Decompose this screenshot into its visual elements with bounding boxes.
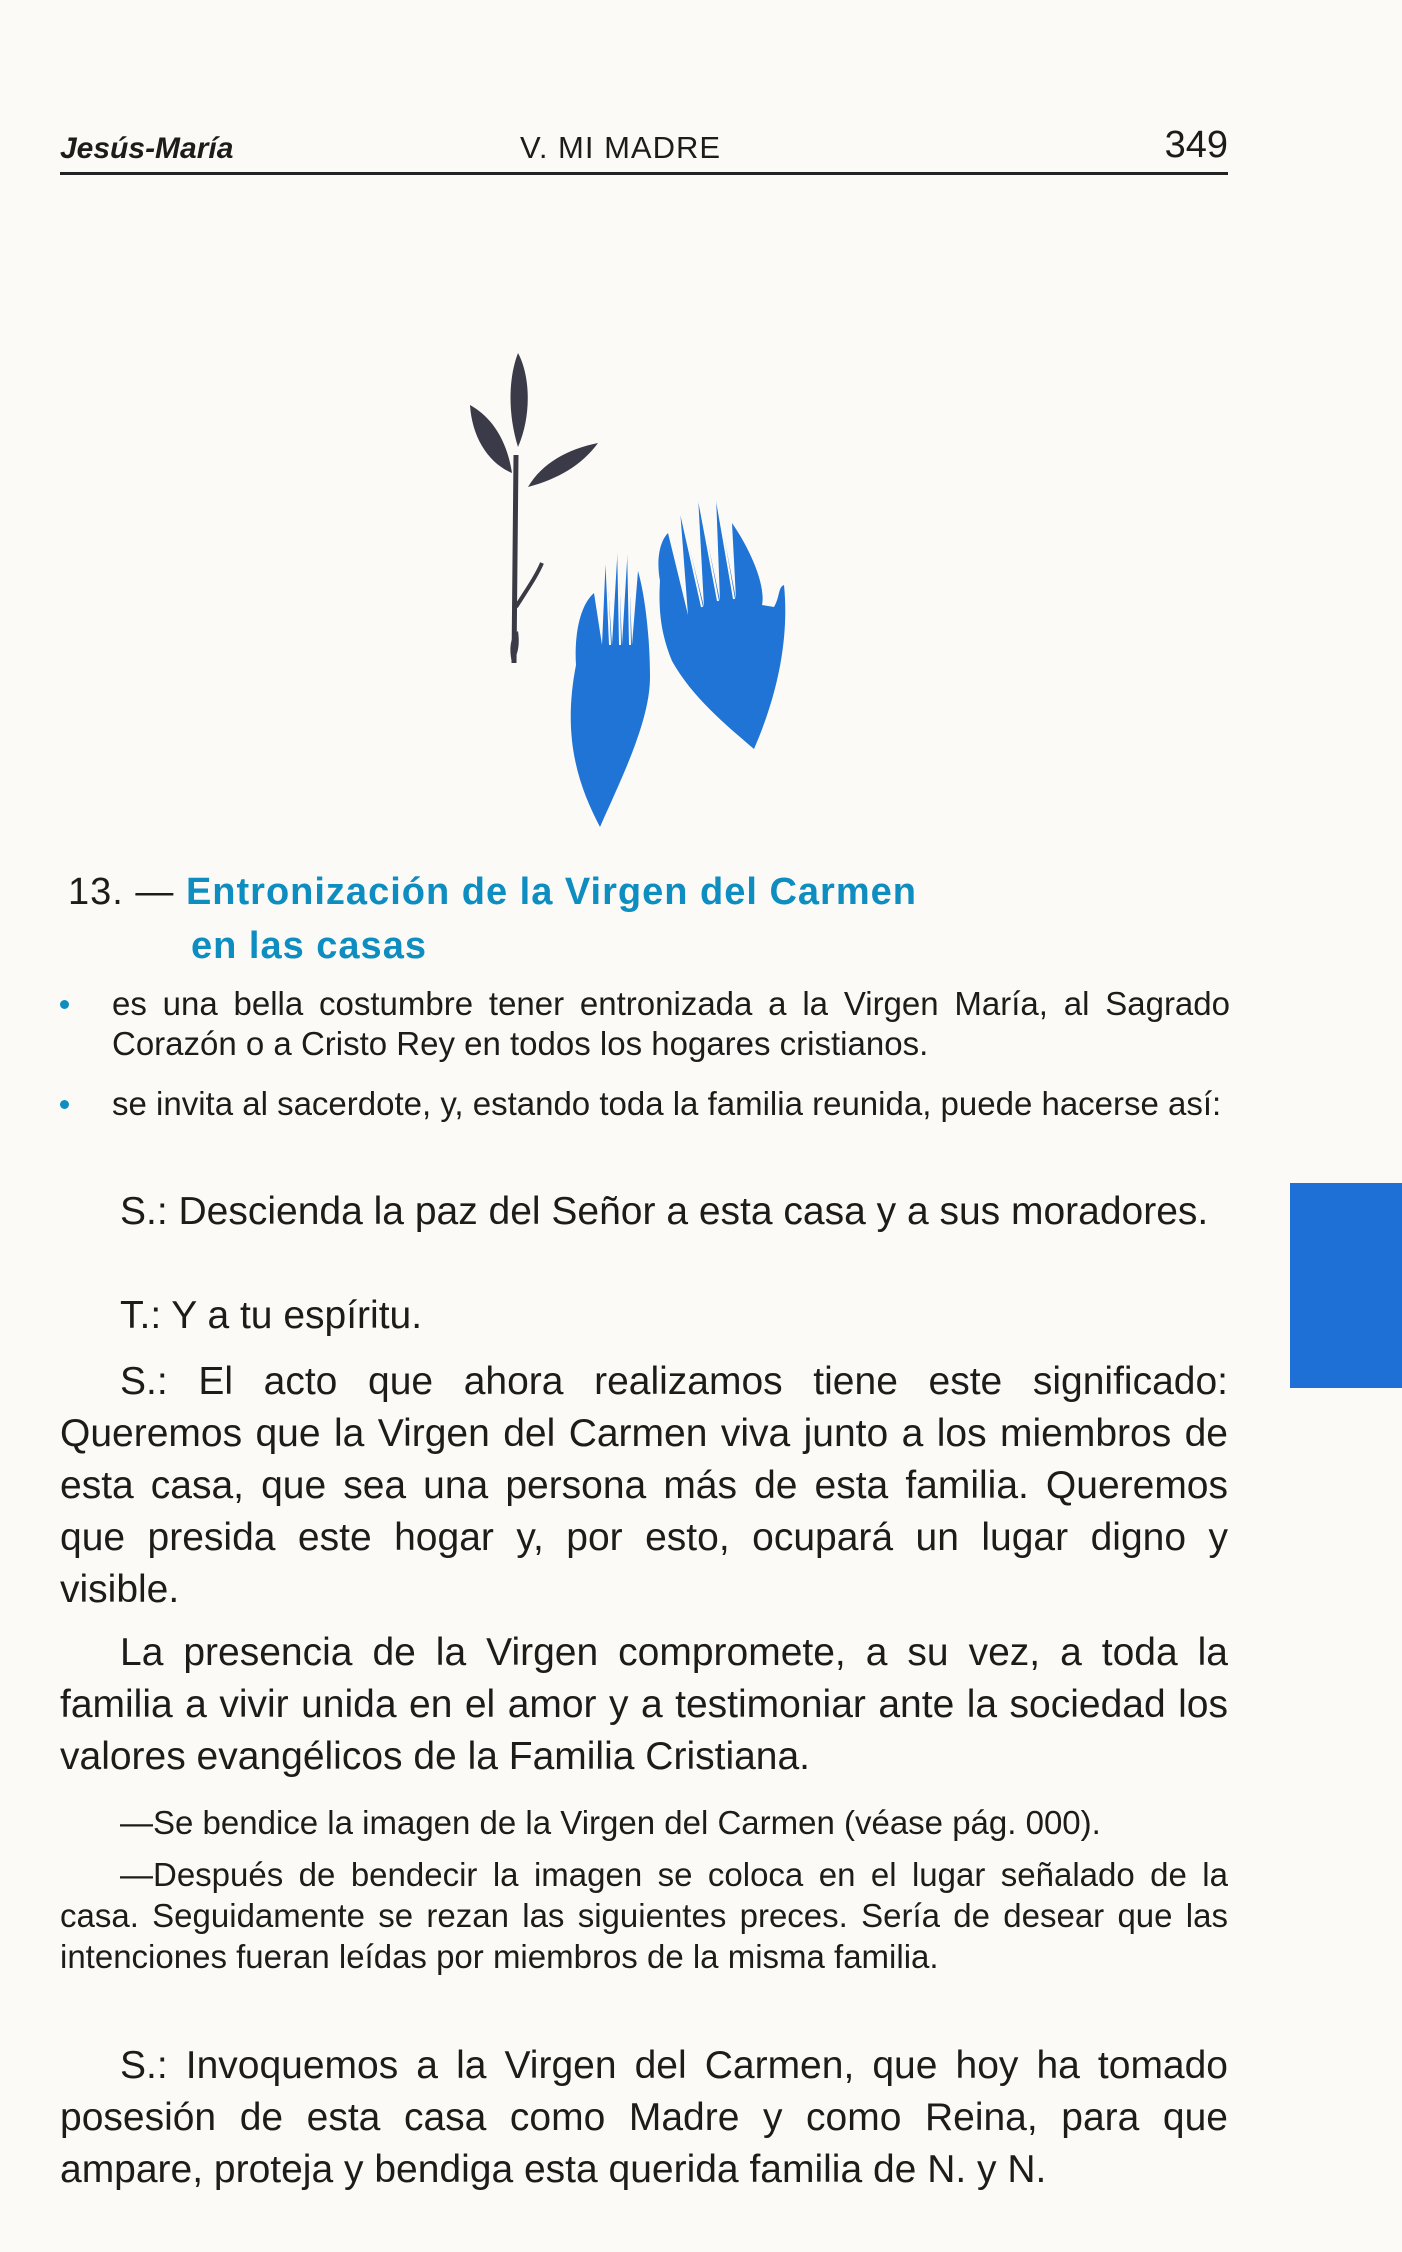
section-dash: — <box>135 871 175 913</box>
dialog-priest-2: S.: El acto que ahora realizamos tiene este significado: Queremos que la Virgen del Carmen viva junto a los miembros de esta casa, que sea una persona más de esta familia. Queremos que presida este hogar y, por esto, ocupará un lugar digno y visible. <box>60 1360 1228 1611</box>
bullet-dot <box>60 1000 69 1009</box>
page-number: 349 <box>1164 124 1228 166</box>
plant-twig <box>516 563 542 607</box>
bullet-text: es una bella costumbre tener entronizada a la Virgen María, al Sagrado Corazón o a Cristo Rey en todos los hogares cristianos. <box>112 985 1230 1062</box>
plant-leaf-right <box>528 443 598 487</box>
dialog-response-1: T.: Y a tu espíritu. <box>120 1294 423 1337</box>
praying-hands-illustration <box>450 345 850 835</box>
section-number: 13. <box>68 871 124 913</box>
plant-leaf-small <box>510 631 518 663</box>
dialog-priest-1: S.: Descienda la paz del Señor a esta casa y a sus moradores. <box>120 1190 1209 1233</box>
dialog-priest-3: S.: Invoquemos a la Virgen del Carmen, que hoy ha tomado posesión de esta casa como Madre y como Reina, para que ampare, proteja y bendiga esta querida familia de N. y N. <box>60 2044 1228 2191</box>
section-title-line2: en las casas <box>191 925 427 967</box>
body-paragraph: La presencia de la Virgen compromete, a su vez, a toda la familia a vivir unida en el amor y a testimoniar ante la sociedad los valores evangélicos de la Familia Cristiana. <box>60 1631 1228 1778</box>
bullet-text: se invita al sacerdote, y, estando toda la familia reunida, puede hacerse así: <box>112 1085 1222 1122</box>
header-chapter: V. MI MADRE <box>520 130 722 165</box>
plant-leaf-top <box>511 353 528 447</box>
rubric-note-1: —Se bendice la imagen de la Virgen del Carmen (véase pág. 000). <box>120 1804 1101 1841</box>
header-author: Jesús-María <box>60 132 234 165</box>
bullet-dot <box>60 1100 69 1109</box>
rubric-note-2: —Después de bendecir la imagen se coloca en el lugar señalado de la casa. Seguidamente se rezan las siguientes preces. Sería de desear que las intenciones fueran leídas por miembros de la misma familia. <box>60 1856 1228 1975</box>
plant-stem <box>514 455 516 663</box>
left-hand <box>571 543 650 827</box>
running-header <box>60 122 1228 175</box>
plant-leaf-left <box>470 405 512 473</box>
section-title-line1: Entronización de la Virgen del Carmen <box>185 871 917 913</box>
section-heading <box>68 865 1168 919</box>
thumb-index-tab <box>1290 1183 1402 1388</box>
